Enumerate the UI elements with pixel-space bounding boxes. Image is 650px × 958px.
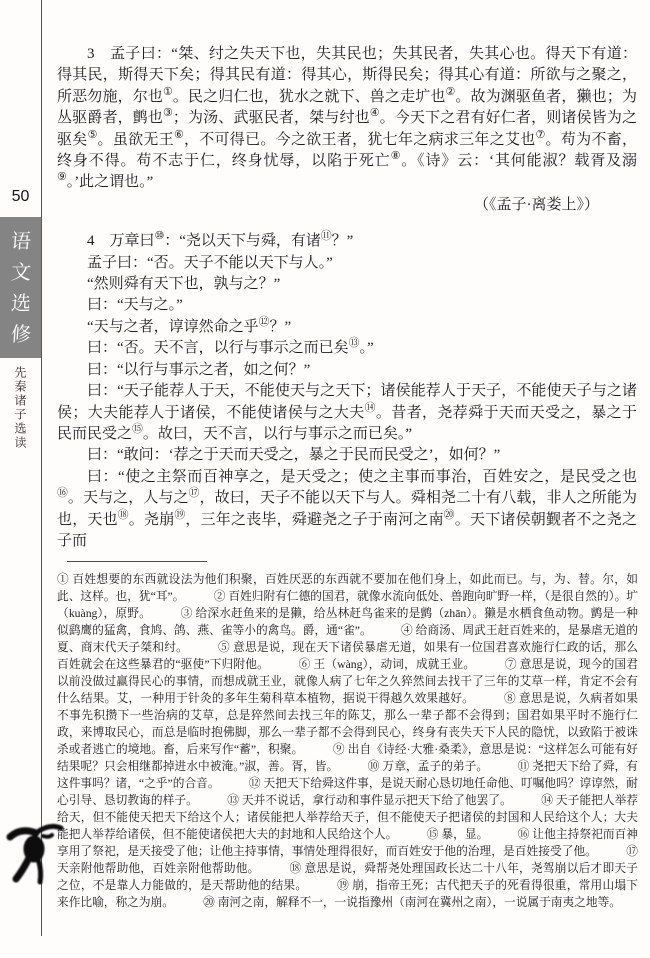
footnote-separator-rule [67, 561, 207, 562]
footnote-item: ② 百姓归附有仁德的国君，就像水流向低处、兽跑向旷野一样，（是很自然的）。圹（kuàng），原野。 [57, 590, 638, 620]
footnote-item: ⑪ 尧把天下给了舜，有这件事吗？诸，“之乎”的合音。 [57, 760, 638, 790]
footnote-ref: ⑮ [132, 422, 143, 435]
book-title-char: 修 [9, 322, 32, 346]
page-number: 50 [11, 188, 30, 205]
footnote-ref: ⑧ [390, 150, 402, 163]
footnote-item: ⑦ 意思是说，现今的国君以前没做过赢得民心的事情，而想成就王业，就像人病了七年之久猝然间去找干了三年的艾草一样，肯定不会有什么结果。艾，一种用于针灸的多年生菊科草本植物，据说干得越久效果越好。 [57, 658, 638, 705]
footnote-ref: ⑳ [443, 508, 455, 521]
source-attribution: （《孟子·离娄上》） [474, 196, 599, 213]
section-4-dialogs [57, 231, 637, 552]
footnote-flow [57, 571, 638, 911]
footnotes-block [57, 561, 638, 911]
footnote-ref: ⑭ [364, 401, 376, 414]
main-text [57, 44, 637, 552]
dialog-paragraph: 孟子曰：“否。天子不能以天下与人。” [87, 254, 333, 271]
footnote-item: ⑳ 南河之南，解释不一，一说指豫州（南河在冀州之南），一说属于南夷之地等。 [203, 896, 621, 909]
dialog-paragraph: 曰：“以行与事示之者，如之何？” [87, 361, 311, 378]
series-label [0, 366, 41, 450]
footnote-item: ⑮ 暴，显。 [426, 828, 483, 841]
dialog-paragraph: 曰：“使之主祭而百神享之，是天受之；使之主事而事治，百姓安之，是民受之也⑯。天与之，人与之⑰，故曰，天子不能以天下与人。舜相尧二十有八载，非人之所能为也，天也⑱。尧崩⑲，三年之丧毕，舜避尧之子于南河之南⑳。天下诸侯朝觐者不之尧之子而 [57, 468, 637, 549]
book-title-char: 选 [9, 291, 32, 315]
section-3-paragraph: 3 孟子曰：“桀、纣之失天下也，失其民也；失其民者，失其心也。得天下有道：得其民，斯得天下矣；得其民有道：得其心，斯得民矣；得其心有道：所欲与之聚之，所恶勿施，尔也①。民之归仁也，犹水之就下、兽之走圹也②。故为渊驱鱼者，獭也；为丛驱爵者，鹯也③；为汤、武驱民者，桀与纣也④。今天下之君有好仁者，则诸侯皆为之驱矣⑤。虽欲无王⑥，不可得已。今之欲王者，犹七年之病求三年之艾也⑦。苟为不畜，终身不得。苟不志于仁，终身忧辱，以陷于死亡⑧。《诗》云：‘其何能淑？载胥及溺⑨。’此之谓也。” [57, 46, 637, 191]
footnote-item: ① 百姓想要的东西就设法为他们积聚，百姓厌恶的东西就不要加在他们身上，如此而已。与，为、替。尔，如此、这样。也，犹“耳”。 [57, 573, 638, 603]
footnote-ref: ⑥ [173, 128, 184, 141]
footnote-ref: ① [163, 85, 173, 98]
footnote-item: ⑭ 天子能把人举荐给天，但不能使天把天下给这个人；诸侯能把人举荐给天子，但不能使天子把诸侯的封国和人民给这个人；大夫能把人举荐给诸侯，但不能使诸侯把大夫的封地和人民给这个人。 [57, 794, 638, 841]
footnote-item: ④ 给商汤、周武王赶百姓来的，是暴虐无道的夏、商末代天子桀和纣。 [57, 624, 638, 654]
dialog-paragraph: 曰：“天与之。” [87, 297, 183, 314]
footnote-ref: ② [445, 85, 456, 98]
footnote-ref: ④ [369, 107, 380, 120]
footnote-ref: ⑰ [188, 487, 200, 500]
series-label-text: 先秦诸子选读 [13, 366, 27, 450]
dialog-paragraph: 曰：“天子能荐人于天，不能使天与之天下；诸侯能荐人于天子，不能使天子与之诸侯；大夫能荐人于诸侯，不能使诸侯与之大夫⑭。昔者，尧荐舜于天而天受之，暴之于民而民受之⑮。故曰，天不言，以行与事示之而已矣。” [57, 383, 637, 442]
footnote-item: ⑩ 万章，孟子的弟子。 [367, 760, 483, 773]
margin-rule [41, 0, 42, 936]
dialog-paragraph: 曰：“敢问：‘荐之于天而天受之，暴之于民而民受之’，如何？” [87, 447, 501, 464]
footnote-item: ⑤ 意思是说，现在天下诸侯暴虐无道，如果有一位国君喜欢施行仁政的话，那么百姓就会在这些暴君的“驱使”下归附他。 [57, 641, 638, 671]
footnote-item: ⑬ 天并不说话，拿行动和事件显示把天下给了他罢了。 [227, 794, 506, 807]
footnote-item: ③ 给深水赶鱼来的是獭，给丛林赶鸟雀来的是鹯（zhān）。獭是水栖食鱼动物。鹯是一种似鹞鹰的猛禽，食鸠、鸽、燕、雀等小的禽鸟。爵，通“雀”。 [57, 607, 638, 637]
footnote-ref: ⑯ [57, 487, 68, 500]
book-title-block [0, 217, 41, 358]
footnote-item: ⑲ 崩，指帝王死；古代把天子的死看得很重，常用山塌下来作比喻，称之为崩。 [57, 879, 638, 909]
footnote-ref: ⑦ [535, 128, 546, 141]
footnote-item: ⑰ 天亲附他帮助他，百姓亲附他帮助他。 [57, 845, 638, 875]
footnote-ref: ⑪ [320, 230, 332, 243]
footnote-ref: ⑬ [348, 337, 360, 350]
footnote-ref: ⑨ [57, 171, 67, 184]
dialog-paragraph: 曰：“否。天不言，以行与事示之而已矣⑬。” [87, 337, 374, 357]
footnote-item: ⑨ 出自《诗经·大雅·桑柔》，意思是说：“这样怎么可能有好结果呢？只会相继都掉进水中被淹。”淑，善。胥，皆。 [57, 743, 638, 773]
footnote-ref: ⑩ [154, 230, 165, 243]
dialog-paragraph: 4 万章曰⑩：“尧以天下与舜，有诸⑪？” [87, 230, 354, 250]
footnote-ref: ⑤ [87, 128, 98, 141]
footnote-item: ⑫ 天把天下给舜这件事，是说天耐心恳切地任命他、叮嘱他吗？谆谆然，耐心引导、恳切教诲的样子。 [57, 777, 638, 807]
book-title-char: 语 [9, 229, 32, 253]
footnote-item: ⑧ 意思是说，久病者如果不事先积攒下一些治病的艾草，总是猝然间去找三年的陈艾，那么一辈子都不会得到；国君如果平时不施行仁政，来博取民心，而总是临时抱佛脚，那么一辈子都不会得到民心，终身有丧失天下人民的隐忧，以致陷于被诛杀或者逃亡的境地。畜，后来写作“蓄”，积聚。 [57, 692, 638, 756]
footnote-item: ⑥ 王（wàng），动词，成就王业。 [298, 658, 470, 671]
ink-brush-mark-icon [5, 812, 67, 888]
footnote-item: ⑱ 意思是说，舜帮尧处理国政长达二十八年，尧驾崩以后才即天子之位，不是靠人力能做的，是天帮助他的结果。 [57, 862, 638, 892]
footnote-ref: ③ [163, 107, 173, 120]
dialog-paragraph: “然则舜有天下也，孰与之？” [87, 276, 281, 293]
footnote-ref: ⑲ [174, 508, 186, 521]
footnote-ref: ⑫ [258, 315, 270, 328]
dialog-paragraph: “天与之者，谆谆然命之乎⑫？” [87, 315, 292, 335]
footnote-item: ⑯ 让他主持祭祀而百神享用了祭祀，是天接受了他；让他主持事情，事情处理得很好，而百姓安于他的治理，是百姓接受了他。 [57, 828, 638, 858]
book-title-char: 文 [9, 260, 32, 284]
footnote-ref: ⑱ [117, 508, 129, 521]
